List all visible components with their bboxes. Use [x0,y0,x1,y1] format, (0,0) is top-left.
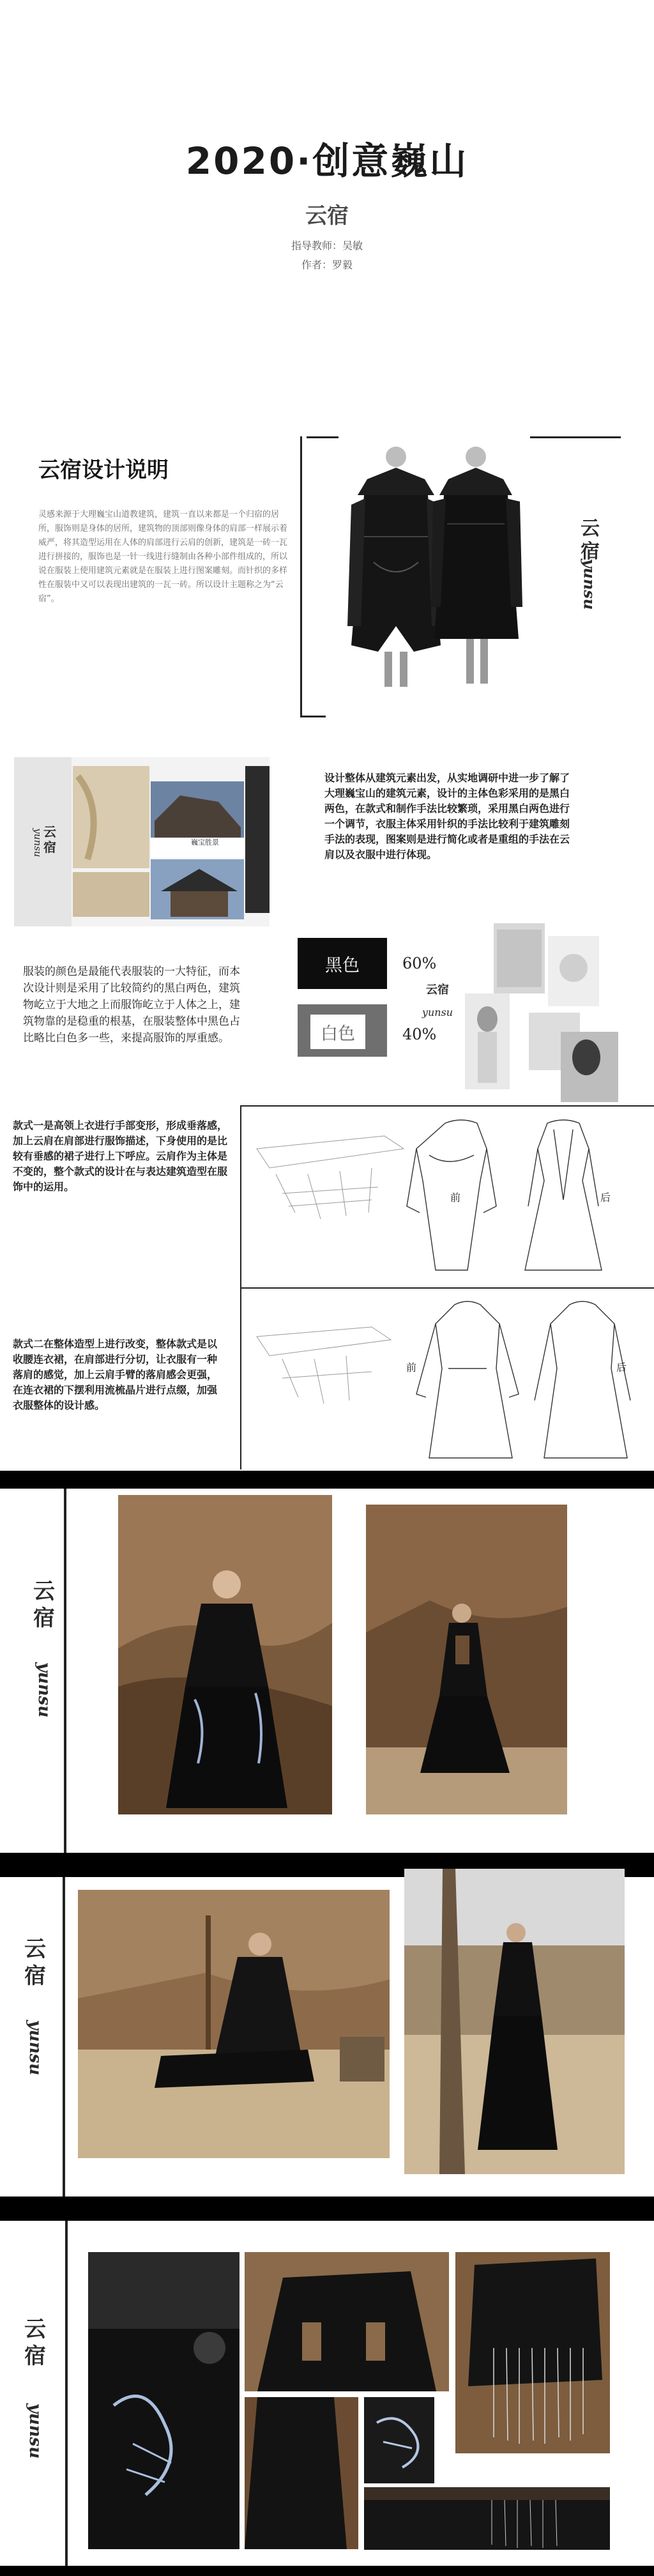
palette-brand-cn: 云宿 [426,983,449,997]
back-label-1: 后 [600,1192,611,1204]
model-photo-2 [366,1505,567,1814]
collage-brand-en: yunsu [32,828,43,857]
photo-section-3-brand-cn: 云宿 [24,2317,46,2369]
page-subtitle: 云宿 [305,203,349,229]
material-moodboard [465,923,618,1103]
front-label-2: 前 [406,1361,417,1374]
design-description-text: 灵感来源于大理巍宝山道教建筑，建筑一直以来都是一个归宿的居所，服饰则是身体的居所，建筑物的顶部则像身体的肩部一样展示着威严，将其造型运用在人体的肩部进行云肩的创新，建筑是一砖一瓦进行拼接的，服饰也是一针一线进行缝制由各种小部件组成的，所以说在服装上使用建筑元素就是在服装上进行图案雕刻。而针织的多样性在服装中又可以表现出建筑的一瓦一砖。所以设计主题称之为“云宿”。 [38,510,288,604]
brand-label-cn: 云宿 [581,518,600,563]
white-swatch: 白色 [310,1015,365,1049]
author-credit: 作者：罗毅 [301,259,353,271]
detail-photo-2 [245,2252,449,2391]
design-concept-text: 设计整体从建筑元素出发，从实地调研中进一步了解了大理巍宝山的建筑元素，设计的主体色彩采用的是黑白两色，在款式和制作手法比较繁琐，采用黑白两色进行一个调节，衣服主体采用针织的手法比较利于建筑雕刻手法的表现，图案则是进行简化或者是重组的手法在云肩以及衣服中进行体现。 [324,772,570,861]
detail-photo-5 [364,2397,434,2483]
teacher-credit: 指导教师：吴敏 [291,240,363,252]
frame-line-bottom [300,716,326,717]
photo-section-1-brand-en: yunsu [34,1662,54,1718]
model-photo-1 [118,1495,332,1814]
collage-brand-cn: 云宿 [43,824,56,855]
photo-section-2-brand-cn: 云宿 [24,1936,46,1989]
style-two-text: 款式二在整体造型上进行改变，整体款式是以收腰连衣裙，在肩部进行分切，让衣服有一种落肩的感觉，加上云肩手臂的落肩感会更强，在连衣裙的下摆利用流梳晶片进行点缀，加强衣服整体的设计感。 [13,1338,218,1411]
photo-section-2-line [63,1877,65,2203]
style-one-text: 款式一是高领上衣进行手部变形，形成垂落感，加上云肩在肩部进行服饰描述，下身使用的是比较有垂感的裙子进行上下呼应。云肩作为主体是不变的，整个款式的设计在与表达建筑造型在服饰中的运用。 [13,1119,228,1193]
color-description-text: 服装的颜色是最能代表服装的一大特征，而本次设计则是采用了比较简约的黑白两色，建筑物屹立于大地之上而服饰屹立于人体之上，建筑物靠的是稳重的根基，在服装整体中黑色占比略比白色多一些，来提高服饰的厚重感。 [23,965,240,1045]
detail-photo-6 [364,2487,610,2550]
model-photo-3 [78,1890,390,2158]
black-percentage: 60% [402,954,437,972]
model-photo-4 [404,1869,625,2174]
front-label-1: 前 [450,1192,461,1204]
collage-caption: 巍宝胜景 [191,838,219,847]
photo-section-3-line [65,2221,68,2566]
back-label-2: 后 [616,1361,627,1374]
style-two-sketch [244,1292,653,1466]
palette-brand-en: yunsu [422,1006,453,1018]
garment-illustration [338,434,530,719]
bottom-bar [0,2566,654,2576]
design-description-heading: 云宿设计说明 [38,457,169,483]
sketch-frame-top-1 [240,1105,654,1107]
style-one-sketch [244,1110,653,1284]
brand-label-en: yunsu [580,558,599,610]
photo-section-1-brand-cn: 云宿 [33,1579,55,1631]
detail-photo-3 [455,2252,610,2453]
photo-section-1-line [64,1489,66,1853]
detail-photo-1 [88,2252,240,2549]
photo-section-2-brand-en: yunsu [26,2020,45,2076]
photo-section-3-brand-en: yunsu [26,2403,45,2459]
frame-line-vertical [300,436,302,717]
section-separator-3 [0,2196,654,2221]
detail-photo-4 [245,2397,358,2549]
section-separator-1 [0,1471,654,1489]
white-percentage: 40% [402,1025,437,1043]
black-swatch: 黑色 [298,938,387,989]
page-title: 2020·创意巍山 [185,139,469,183]
sketch-frame-divider [240,1287,654,1289]
